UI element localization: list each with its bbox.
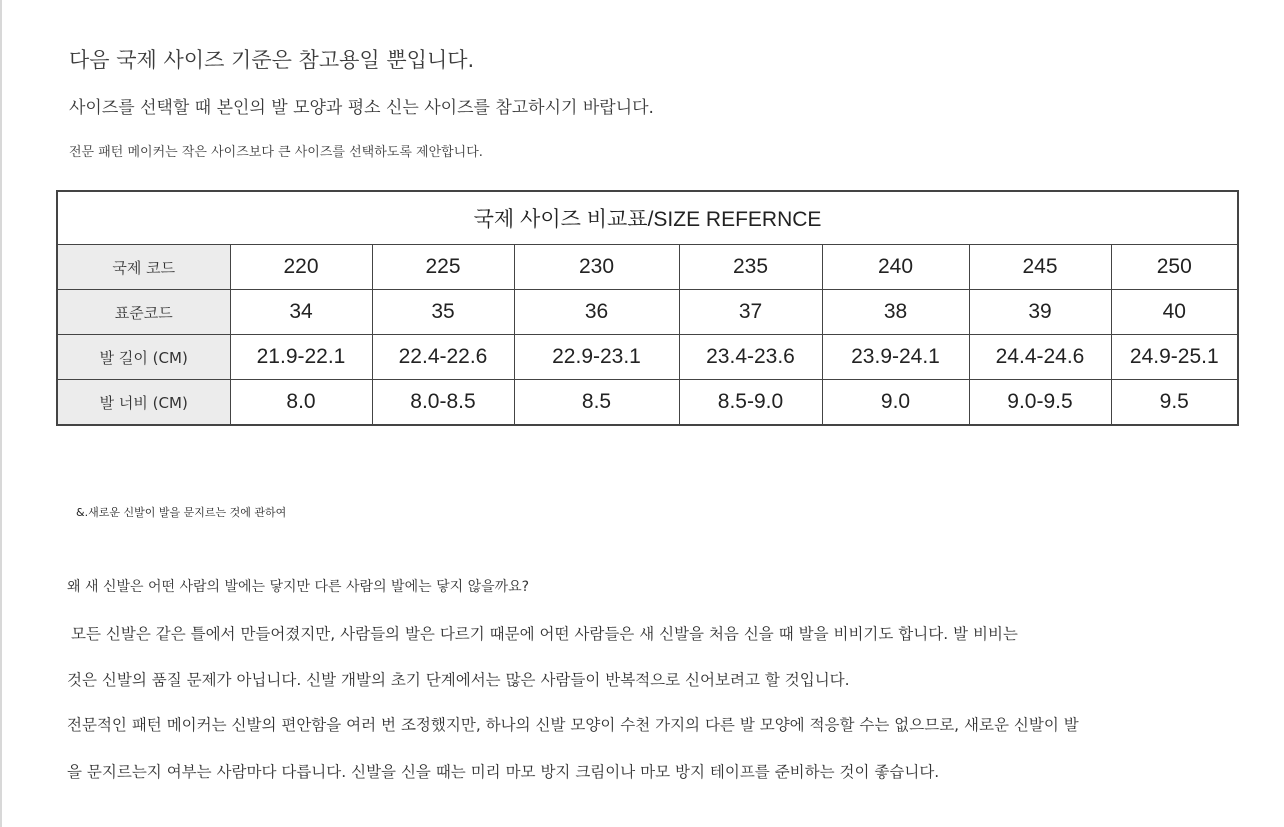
paragraph-line: 것은 신발의 품질 문제가 아닙니다. 신발 개발의 초기 단계에서는 많은 사람들이 반복적으로 신어보려고 할 것입니다. <box>67 671 850 689</box>
table-cell: 36 <box>514 290 679 335</box>
size-table-title: 국제 사이즈 비교표/SIZE REFERNCE <box>57 191 1238 245</box>
table-cell: 34 <box>230 290 372 335</box>
table-cell: 8.5 <box>514 380 679 425</box>
paragraph-line: 전문적인 패턴 메이커는 신발의 편안함을 여러 번 조정했지만, 하나의 신발 모양이 수천 가지의 다른 발 모양에 적응할 수는 없으므로, 새로운 신발이 발 <box>67 716 1079 734</box>
intro-heading: 다음 국제 사이즈 기준은 참고용일 뿐입니다. <box>69 48 475 72</box>
table-cell: 235 <box>679 245 822 290</box>
table-cell: 37 <box>679 290 822 335</box>
table-cell: 225 <box>372 245 514 290</box>
table-cell: 8.5-9.0 <box>679 380 822 425</box>
table-cell: 230 <box>514 245 679 290</box>
table-row-foot-width <box>57 380 1238 425</box>
table-cell: 24.9-25.1 <box>1111 335 1238 380</box>
table-cell: 21.9-22.1 <box>230 335 372 380</box>
table-cell: 250 <box>1111 245 1238 290</box>
table-cell: 240 <box>822 245 969 290</box>
section-title: &.새로운 신발이 발을 문지르는 것에 관하여 <box>76 506 287 519</box>
table-cell: 23.4-23.6 <box>679 335 822 380</box>
intro-note: 전문 패턴 메이커는 작은 사이즈보다 큰 사이즈를 선택하도록 제안합니다. <box>69 145 483 160</box>
paragraph-line: 을 문지르는지 여부는 사람마다 다릅니다. 신발을 신을 때는 미리 마모 방지 크림이나 마모 방지 테이프를 준비하는 것이 좋습니다. <box>67 763 940 781</box>
paragraph-line: 모든 신발은 같은 틀에서 만들어졌지만, 사람들의 발은 다르기 때문에 어떤 사람들은 새 신발을 처음 신을 때 발을 비비기도 합니다. 발 비비는 <box>71 625 1018 643</box>
table-row-international-code <box>57 245 1238 290</box>
table-cell: 35 <box>372 290 514 335</box>
table-cell: 38 <box>822 290 969 335</box>
row-header-standard-code: 표준코드 <box>57 290 230 335</box>
section-question: 왜 새 신발은 어떤 사람의 발에는 닿지만 다른 사람의 발에는 닿지 않을까요? <box>67 579 530 595</box>
table-cell: 39 <box>969 290 1111 335</box>
table-cell: 9.0-9.5 <box>969 380 1111 425</box>
row-header-foot-width: 발 너비 (CM) <box>57 380 230 425</box>
intro-subheading: 사이즈를 선택할 때 본인의 발 모양과 평소 신는 사이즈를 참고하시기 바랍니다. <box>69 98 654 118</box>
table-cell: 40 <box>1111 290 1238 335</box>
table-row-foot-length <box>57 335 1238 380</box>
table-cell: 220 <box>230 245 372 290</box>
table-row-standard-code <box>57 290 1238 335</box>
table-cell: 8.0-8.5 <box>372 380 514 425</box>
row-header-foot-length: 발 길이 (CM) <box>57 335 230 380</box>
page-left-border <box>0 0 2 827</box>
table-cell: 8.0 <box>230 380 372 425</box>
row-header-international-code: 국제 코드 <box>57 245 230 290</box>
table-cell: 24.4-24.6 <box>969 335 1111 380</box>
size-reference-table <box>56 190 1239 426</box>
table-cell: 22.9-23.1 <box>514 335 679 380</box>
table-cell: 245 <box>969 245 1111 290</box>
table-cell: 9.5 <box>1111 380 1238 425</box>
table-cell: 22.4-22.6 <box>372 335 514 380</box>
table-cell: 9.0 <box>822 380 969 425</box>
table-cell: 23.9-24.1 <box>822 335 969 380</box>
